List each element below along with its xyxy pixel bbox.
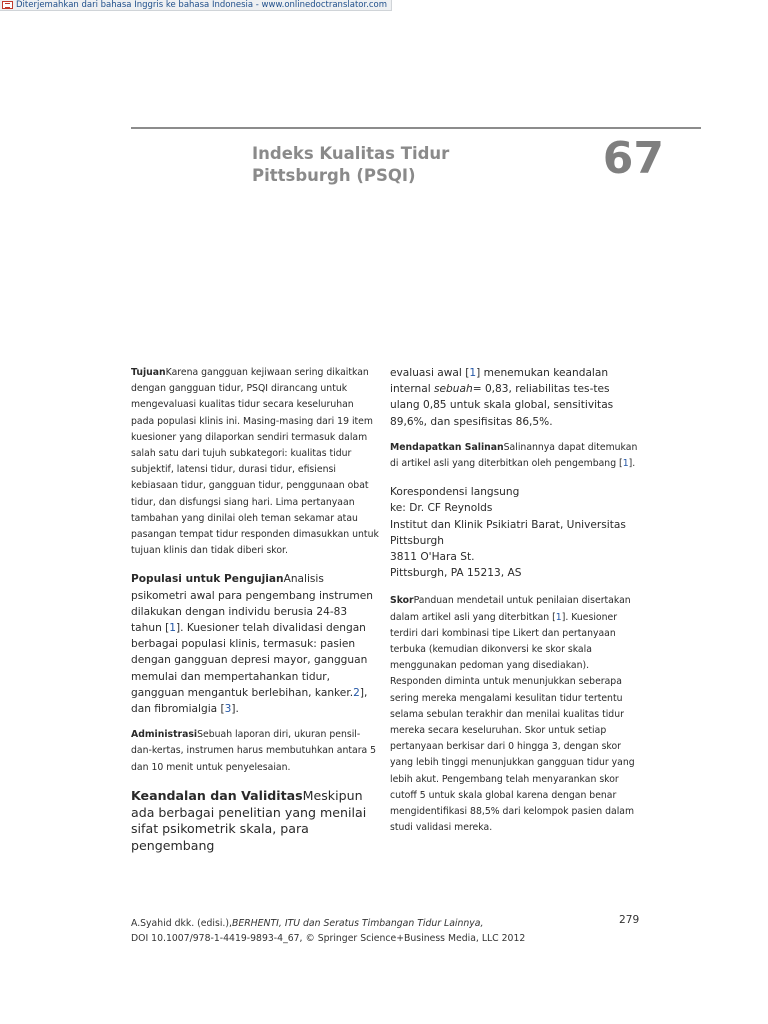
section-body-populasi-c: ], dan fibromialgia [ — [131, 686, 368, 716]
translation-banner[interactable] — [0, 0, 392, 11]
section-keandalan — [131, 788, 379, 855]
section-body-populasi-a: Analisis psikometri awal para pengembang instrumen dilakukan dengan individu berusia 24-83 tahun [ — [131, 573, 373, 635]
banner-text: Diterjemahkan dari bahasa Inggris ke bahasa Indonesia - www.onlinedoctranslator.com — [16, 0, 388, 10]
section-salinan — [390, 440, 642, 472]
alpha-symbol-text: sebuah — [434, 383, 473, 396]
right-column — [390, 365, 642, 836]
section-populasi — [131, 571, 379, 717]
chapter-title-line1: Indeks Kualitas Tidur — [252, 144, 450, 163]
section-body-skor-a: Panduan mendetail untuk penilaian disertakan dalam artikel asli yang diterbitkan [ — [390, 595, 631, 623]
section-administrasi — [131, 727, 379, 776]
page-number: 279 — [619, 914, 640, 926]
keandalan-cont-b: ] menemukan keandalan internal — [390, 367, 609, 396]
citation-link[interactable]: 3 — [224, 703, 232, 716]
section-body-keandalan: Meskipun ada berbagai penelitian yang menilai sifat psikometrik skala, para pengembang — [131, 787, 367, 854]
section-body-salinan-b: ]. — [628, 458, 636, 470]
keandalan-cont-a: evaluasi awal [ — [390, 367, 470, 379]
footer-doi: DOI 10.1007/978-1-4419-9893-4_67, © Springer Science+Business Media, LLC 2012 — [131, 933, 526, 944]
citation-link[interactable]: 1 — [169, 622, 177, 635]
section-body-tujuan: Karena gangguan kejiwaan sering dikaitkan dengan gangguan tidur, PSQI dirancang untuk mengevaluasi kualitas tidur secara keseluruhan pada populasi klinis ini. Masing-masing dari 19 item kuesioner yang dilaporkan sendiri termasuk dalam salah satu dari tujuh subkategori: kualitas tidur subjektif, latensi tidur, durasi tidur, efisiensi kebiasaan tidur, gangguan tidur, penggunaan obat tidur, dan disfungsi siang hari. Lima pertanyaan tambahan yang dinilai oleh teman sekamar atau pasangan tempat tidur responden dimasukkan untuk tujuan klinis dan tidak diberi skor. — [131, 367, 379, 557]
correspondence-line: Korespondensi langsung — [390, 486, 520, 499]
chapter-rule — [131, 127, 701, 129]
footer-authors: A.Syahid dkk. (edisi.), — [131, 918, 232, 929]
section-head-administrasi: Administrasi — [131, 729, 198, 741]
correspondence-line: Pittsburgh, PA 15213, AS — [390, 567, 522, 580]
section-body-populasi-b: ]. Kuesioner telah divalidasi dengan berbagai populasi klinis, termasuk: pasien dengan gangguan depresi mayor, gangguan memulai dan mempertahankan tidur, gangguan mengantuk berlebihan, kanker. — [131, 622, 368, 699]
section-body-populasi-d: ]. — [231, 703, 239, 716]
citation-link[interactable]: 1 — [555, 611, 562, 623]
page-footer — [131, 916, 641, 946]
section-head-skor: Skor — [390, 595, 414, 607]
section-skor — [390, 593, 642, 836]
correspondence-line: 3811 O'Hara St. — [390, 551, 475, 564]
translator-icon — [2, 1, 13, 9]
section-head-tujuan: Tujuan — [131, 367, 166, 378]
footer-citation — [131, 916, 641, 931]
section-head-populasi: Populasi untuk Pengujian — [131, 573, 284, 586]
chapter-number: 67 — [602, 133, 664, 184]
keandalan-cont-c: = 0,83, reliabilitas tes-tes ulang 0,85 untuk skala global, sensitivitas 89,6%, dan spesifisitas 86,5%. — [390, 383, 614, 428]
footer-book-title: BERHENTI, ITU dan Seratus Timbangan Tidur Lainnya, — [231, 918, 484, 929]
section-head-keandalan: Keandalan dan Validitas — [131, 787, 303, 803]
left-column — [131, 365, 379, 855]
section-head-salinan: Mendapatkan Salinan — [390, 441, 504, 453]
section-body-skor-b: ]. Kuesioner terdiri dari kombinasi tipe Likert dan pertanyaan terbuka (kemudian dikonversi ke skor skala menggunakan pedoman yang disediakan). Responden diminta untuk menunjukkan seberapa sering mereka mengalami kesulitan tidur tertentu selama sebulan terakhir dan menilai kualitas tidur mereka secara keseluruhan. Skor untuk setiap pertanyaan berkisar dari 0 hingga 3, dengan skor yang lebih tinggi menunjukkan gangguan tidur yang lebih akut. Pengembang telah menyarankan skor cutoff 5 untuk skala global karena dengan benar mengidentifikasi 88,5% dari kelompok pasien dalam studi validasi mereka. — [390, 611, 635, 834]
correspondence-line: Institut dan Klinik Psikiatri Barat, Universitas Pittsburgh — [390, 518, 626, 547]
section-tujuan — [131, 365, 379, 559]
citation-link[interactable]: 1 — [622, 458, 629, 470]
section-keandalan-continued — [390, 365, 642, 430]
correspondence-line: ke: Dr. CF Reynolds — [390, 502, 493, 515]
citation-link[interactable]: 1 — [469, 367, 477, 379]
chapter-title — [252, 143, 552, 187]
correspondence-block — [390, 484, 642, 581]
chapter-title-line2: Pittsburgh (PSQI) — [252, 166, 416, 185]
citation-link[interactable]: 2 — [353, 686, 360, 699]
section-body-administrasi: Sebuah laporan diri, ukuran pensil-dan-kertas, instrumen harus membutuhkan antara 5 dan 10 menit untuk penyelesaian. — [131, 729, 377, 773]
section-body-salinan-a: Salinannya dapat ditemukan di artikel asli yang diterbitkan oleh pengembang [ — [390, 441, 638, 470]
